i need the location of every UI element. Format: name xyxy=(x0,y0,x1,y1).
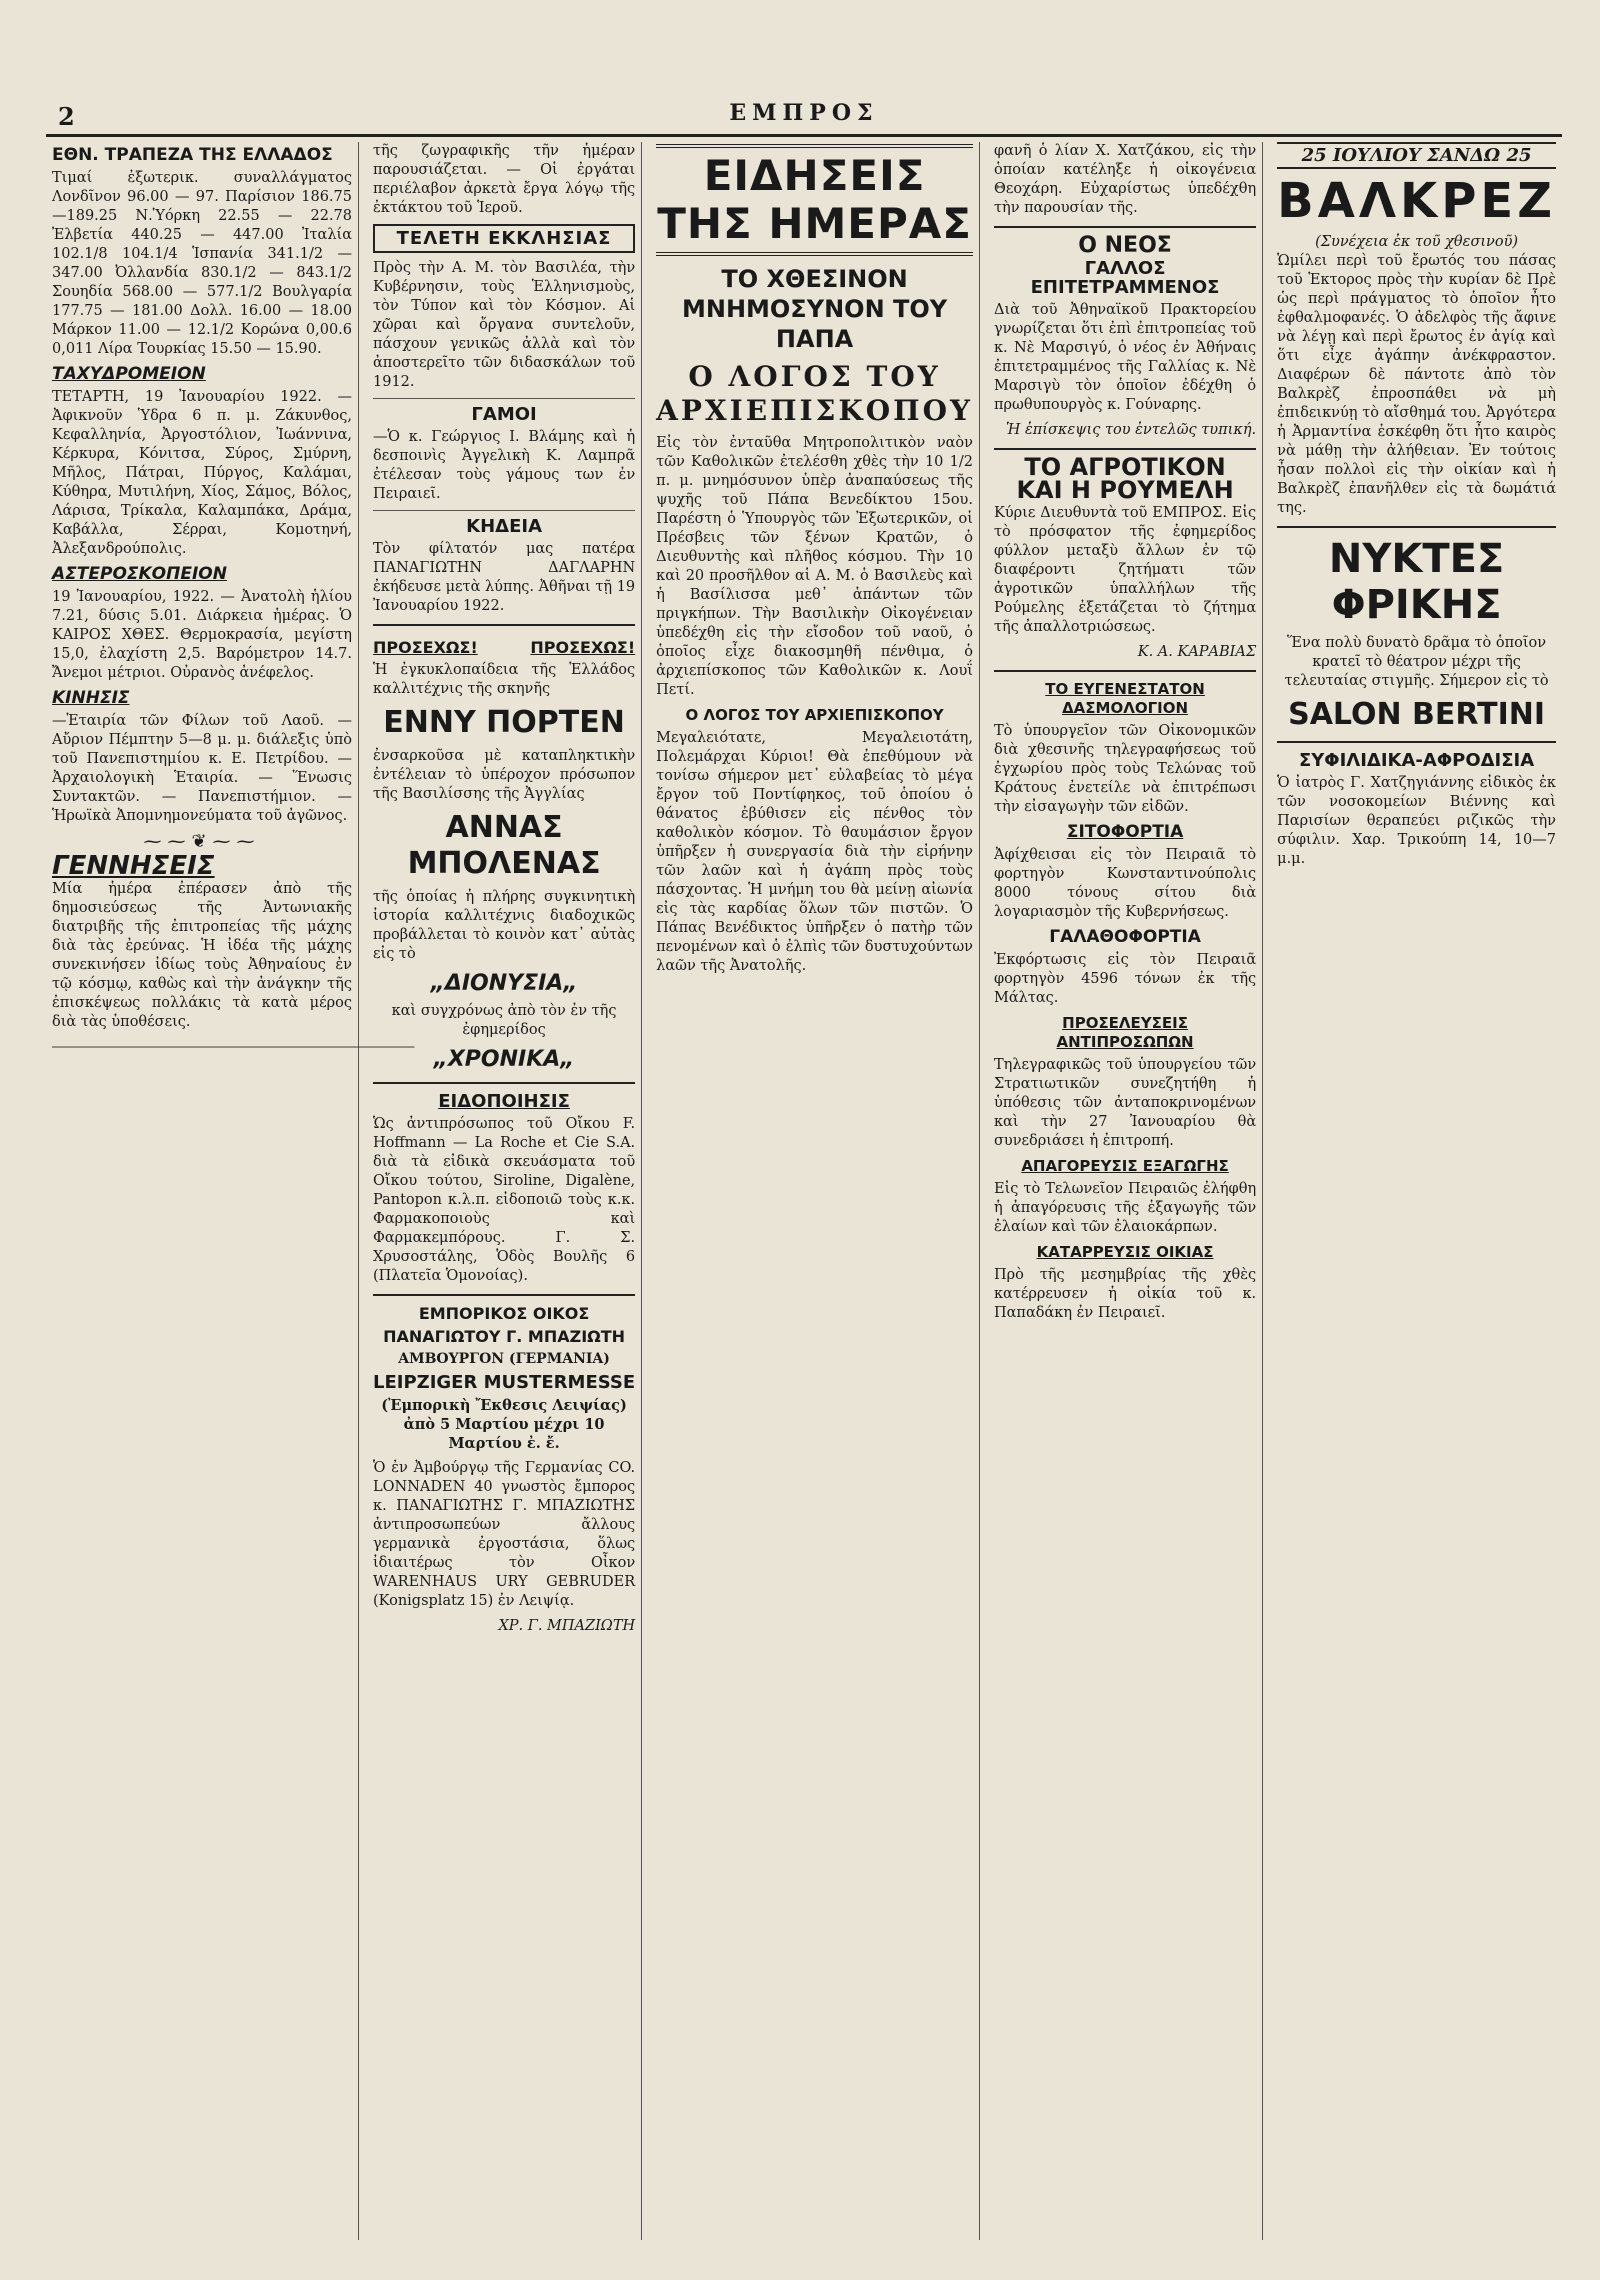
gallos-header: Ο ΝΕΟΣ xyxy=(1078,233,1172,258)
anna-text: τῆς ὁποίας ἡ πλήρης συγκινητικὴ ἱστορία καλλιτέχνις διαδοχικῶς προβάλλεται τὸ κοινὸν κατ᾽ αὐτὰς εἰς τὸ xyxy=(373,889,636,962)
kideia-text: Τὸν φίλτατόν μας πατέρα ΠΑΝΑΓΙΩΤΗΝ ΔΑΓΛΑΡΗΝ ἐκήδευσε μετὰ λύπης. Ἀθῆναι τῇ 19 Ἰανουαρίου 1922. xyxy=(373,541,636,614)
gamoi-header: ΓΑΜΟΙ xyxy=(471,404,537,425)
column-2 xyxy=(367,142,642,2240)
eidop-header: ΕΙΔΟΠΟΙΗΣΙΣ xyxy=(438,1091,570,1112)
gallos-sign: Ἡ ἐπίσκεψις του ἐντελῶς τυπική. xyxy=(1006,422,1257,438)
syfilis-text: Ὁ ἰατρὸς Γ. Χατζηγιάννης εἰδικὸς ἐκ τῶν νοσοκομείων Βιέννης καὶ Παρισίων θεραπεύει ριζικῶς τὴν σύφιλιν. Χαρ. Τρικούπη 14, 10—7 μ.μ. xyxy=(1277,775,1556,867)
galakto-text: Ἐκφόρτωσις εἰς τὸν Πειραιᾶ φορτηγὸν 4596 τόνων ἐκ τῆς Μάλτας. xyxy=(993,952,1257,1006)
enny-text: ἐνσαρκοῦσα μὲ καταπληκτικὴν ἐντέλειαν τὸ ὑπέροχον πρόσωπον τῆς Βασιλίσσης τῆς Ἀγγλίας xyxy=(373,748,636,802)
news-header: ΕΙΔΗΣΕΙΣ ΤΗΣ ΗΜΕΡΑΣ xyxy=(656,144,973,256)
post-header: ΤΑΧΥΔΡΟΜΕΙΟΝ xyxy=(52,364,206,384)
filler-text-1: ――――――――――――――――――――――――― xyxy=(52,1039,415,1055)
bank-header: ΕΘΝ. ΤΡΑΠΕΖΑ ΤΗΣ ΕΛΛΑΔΟΣ xyxy=(52,145,333,165)
resurrect-text: Τηλεγραφικῶς τοῦ ὑπουργείου τῶν Στρατιωτικῶν συνεζητήθη ἡ ὑπόθεσις τῶν ἀνταποκρινομένων καὶ τὴν 27 Ἰανουαρίου θὰ συνεδριάσει ἡ ἐπιτροπή. xyxy=(993,1057,1257,1149)
masthead xyxy=(46,100,1562,137)
dionysia: „ΔΙΟΝΥΣΙΑ„ xyxy=(430,971,578,996)
resurrect-header: ΠΡΟΣΕΛΕΥΣΕΙΣ ΑΝΤΙΠΡΟΣΩΠΩΝ xyxy=(1056,1014,1194,1051)
columns xyxy=(46,142,1562,2240)
sitoforta-text: Ἀφίχθεισαι εἰς τὸν Πειραιᾶ τὸ φορτηγὸν Κωνσταντινούπολις 8000 τόνους σίτου διὰ λογαριασμὸν τῆς Κυβερνήσεως. xyxy=(993,847,1257,920)
column-5 xyxy=(1271,142,1562,2240)
gennhseis-text: Μία ἡμέρα ἐπέρασεν ἀπὸ τῆς δημοσιεύσεως τῆς Ἀντωνιακῆς διατριβῆς τῆς ἐπιτροπείας τῆς μάχης διὰ τὰς ἐρεύνας. Ἡ ἰδέα τῆς μάχης συνεκινήσεν ἰδίως τοὺς Ἀθηναίους ἐν τῷ κόσμῳ, καθὼς καὶ τὴν ἀνάγκην τῆς ἐπισκέψεως πολλάκις τὰ κατὰ μέρος διὰ τὰς ὑποθέσεις. xyxy=(52,881,352,1030)
agrotikon-header-2: ΚΑΙ Η ΡΟΥΜΕΛΗ xyxy=(1016,476,1234,504)
galakto-header: ΓΑΛΑΘΟΦΟΡΤΙΑ xyxy=(1049,927,1201,947)
ekklisia-header: ΤΕΛΕΤΗ ΕΚΚΛΗΣΙΑΣ xyxy=(373,224,635,253)
speech-text: Μεγαλειότατε, Μεγαλειοτάτη, Πολεμάρχαι Κύριοι! Θὰ ἐπεθύμουν νὰ τονίσω σήμερον μετ᾽ εὐλαβείας τὸ μέγα ἔργον τοῦ Ποντίφηκος, τοῦ ὁποίου ὁ θάνατος ἐβύθισεν εἰς πένθος τὸν καθολικὸν κόσμον. Τὸ θαυμάσιον ἔργον ὑπῆρξεν ἡ συνεργασία διὰ τὴν εἰρήνην τῶν λαῶν καὶ ἡ ἀγάπη πρὸς τοὺς πάσχοντας. Ἡ μνήμη του θὰ μείνῃ αἰωνία εἰς τὰς καρδίας ὅλων τῶν πιστῶν. Ὁ Πάπας Βενέδικτος ὑπῆρξεν ὁ πατὴρ τῶν πενομένων καὶ ὁ ἐλπὶς τῶν δυστυχούντων λαῶν τῆς Ἀνατολῆς. xyxy=(656,730,973,974)
chronika: „ΧΡΟΝΙΚΑ„ xyxy=(433,1047,575,1072)
kiniseis-header: ΚΙΝΗΣΙΣ xyxy=(52,688,130,708)
article-text: Εἰς τὸν ἐνταῦθα Μητροπολιτικὸν ναὸν τῶν Καθολικῶν ἐτελέσθη χθὲς τὴν 10 1/2 π. μ. μνημόσυνον ὑπὲρ ἀναπαύσεως τῆς ψυχῆς τοῦ Πάπα Βενεδίκτου 15ου. Παρέστη ὁ Ὑπουργὸς τῶν Ἐξωτερικῶν, οἱ Πρέσβεις τῶν ξένων Κρατῶν, ὁ Διευθυντὴς καὶ πλῆθος κόσμου. Τὴν 10 καὶ 20 προσῆλθον αἱ Α. Μ. ὁ Βασιλεὺς καὶ ἡ Βασίλισσα μεθ᾽ ἁπάντων τῶν πριγκήπων. Τὴν Βασιλικὴν Οἰκογένειαν ὑπεδέχθη εἰς τὴν εἴσοδον τοῦ ναοῦ, ὁ ὁποῖος εἶχε διακοσμηθῆ πένθιμα, ὁ ἀρχιεπίσκοπος τῶν Καθολικῶν κ. Λουΐ Πετί. xyxy=(656,435,973,698)
feuilleton-date: 25 ΙΟΥΛΙΟΥ ΣΑΝΔΩ 25 xyxy=(1277,142,1556,169)
eidop-text: Ὡς ἀντιπρόσωπος τοῦ Οἴκου F. Hoffmann — La Roche et Cie S.A. διὰ τὰ εἰδικὰ σκευάσματα τοῦ Οἴκου τούτου, Siroline, Digalène, Pantopon κ.λ.π. εἰδοποιῶ τοὺς κ.κ. Φαρμακοποιοὺς καὶ Φαρμακεμπόρους. Γ. Σ. Χρυσοστάλης, Ὁδὸς Βουλῆς 6 (Πλατεῖα Ὁμονοίας). xyxy=(373,1116,636,1284)
story-text: Ὡμίλει περὶ τοῦ ἔρωτός του πάσας τοῦ Ἑκτορος πρὸς τὴν κυρίαν δὲ Πρὲ ὡς περὶ πράγματος τὸ ὁποῖον ἦτο ἐφθαλμοφανές. Ὁ ἀδελφὸς τῆς ἄφινε νὰ λέγῃ καὶ περὶ ἔρωτος ἐν ἁγίᾳ καὶ ὅτι εἶχε ἀγάπην ἀνέκφραστον. Διαφέρων δὲ πάντοτε ἀπὸ τὸν Βαλκρὲζ ἐπροσπάθει νὰ μὴ ἐπιδεικνύῃ τὸ αἴσθημά του. Ἀργότερα ἡ Ἀρμαντίνα ἐσκέφθη ὅτι ἦτο καιρὸς νὰ μάθῃ τὴν ἀλήθειαν. Ἐν τούτοις ἦσαν πολλοὶ εἰς τὴν οἰκίαν καὶ ἡ Βαλκρὲζ ἐπανῆλθεν εἰς τὰ δωμάτιά της. xyxy=(1277,253,1556,516)
gallos-text: Διὰ τοῦ Ἀθηναϊκοῦ Πρακτορείου γνωρίζεται ὅτι ἐπὶ ἐπιτροπείας τοῦ κ. Νὲ Μαρσιγύ, ὁ νέος ἐν Ἀθήναις ἐπιτετραμμένος τῆς Γαλλίας κ. Νὲ Μαρσιγὺ τὸν ὁποῖον ἐδέχθη ὁ πρωθυπουργὸς κ. Γούναρης. xyxy=(993,302,1257,413)
diplomat-text: Τὸ ὑπουργεῖον τῶν Οἰκονομικῶν διὰ χθεσινῆς τηλεγραφήσεως τοῦ ἐγχωρίου πρὸς τοὺς Τελώνας τοῦ Κράτους ἐνετείλε νὰ ἐπιτρέπωσι τὴν εἰσαγωγὴν τῶν εἰδῶν. xyxy=(993,723,1257,815)
anna-name: ΑΝΝΑΣ ΜΠΟΛΕΝΑΣ xyxy=(407,810,601,881)
syfilis-header: ΣΥΦΙΛΙΔΙΚΑ-ΑΦΡΟΔΙΣΙΑ xyxy=(1298,750,1535,771)
paper-name: ΕΜΠΡΟΣ xyxy=(729,100,879,126)
col4-intro-text: φανῆ ὁ λίαν Χ. Χατζάκου, εἰς τὴν ὁποίαν κατέληξε ἡ οἰκογένεια Θεοχάρη. Εὐχαρίστως ὑπεδέχθη τὴν παρουσίαν τῆς. xyxy=(993,143,1257,216)
gennhseis-header: ΓΕΝΝΗΣΕΙΣ xyxy=(52,851,215,881)
katedafisis-text: Πρὸ τῆς μεσημβρίας τῆς χθὲς κατέρρευσεν ἡ οἰκία τοῦ κ. Παπαδάκη ἐν Πειραιεῖ. xyxy=(993,1267,1257,1321)
proseksis-left: ΠΡΟΣΕΧΩΣ! xyxy=(373,638,478,657)
ad-text: Ἕνα πολὺ δυνατὸ δρᾶμα τὸ ὁποῖον κρατεῖ τὸ θέατρον μέχρι τῆς τελευταίας στιγμῆς. Σήμερον εἰς τὸ xyxy=(1284,635,1549,689)
proseksis-text: Ἡ ἐγκυκλοπαίδεια τῆς Ἑλλάδος καλλιτέχνις τῆς σκηνῆς xyxy=(373,662,636,697)
gamoi-text: —Ὁ κ. Γεώργιος Ι. Βλάμης καὶ ἡ δεσποινὶς Ἀγγελικὴ Κ. Λαμπρᾶ ἐτέλεσαν τοὺς γάμους των ἐν Πειραιεῖ. xyxy=(373,429,636,502)
salon-name: SALON BERTINI xyxy=(1288,697,1546,732)
feuilleton-title: ΒΑΛΚΡΕΖ xyxy=(1277,173,1556,229)
feuilleton-subtitle: (Συνέχεια ἐκ τοῦ χθεσινοῦ) xyxy=(1315,234,1519,250)
dionysia-sub: καὶ συγχρόνως ἀπὸ τὸν ἐν τῆς ἐφημερίδος xyxy=(391,1003,617,1038)
astro-text: 19 Ἰανουαρίου, 1922. — Ἀνατολὴ ἡλίου 7.21, δύσις 5.01. Διάρκεια ἡμέρας. Ὁ ΚΑΙΡΟΣ ΧΘΕΣ. Θερμοκρασία, μεγίστη 15,0, ἐλαχίστη 2,5. Βαρόμετρον 14.7. Ἄνεμοι μέτριοι. Οὐρανὸς ἀνέφελος. xyxy=(52,589,352,681)
house-header: ΕΜΠΟΡΙΚΟΣ ΟΙΚΟΣ xyxy=(418,1304,590,1323)
column-1 xyxy=(46,142,415,2240)
apagoreusi-header: ΑΠΑΓΟΡΕΥΣΙΣ ΕΞΑΓΩΓΗΣ xyxy=(1021,1157,1229,1175)
house-sign: ΧΡ. Γ. ΜΠΑΖΙΩΤΗ xyxy=(498,1618,636,1634)
proseksis-row xyxy=(373,634,635,661)
diplomat-header: ΤΟ ΕΥΓΕΝΕΣΤΑΤΟΝ ΔΑΣΜΟΛΟΓΙΟΝ xyxy=(1045,680,1205,717)
ekklisia-text: Πρὸς τὴν Α. Μ. τὸν Βασιλέα, τὴν Κυβέρνησιν, τοὺς Ἑλληνισμοὺς, τὸν Τύπον καὶ τὸν Κόσμον. Αἱ χῶραι καὶ ὄργανα συντελοῦν, πάσχουν γενικῶς ἀλλὰ καὶ τὸν ἀποστερεῖτο τῶν διδασκάλων τοῦ 1912. xyxy=(373,260,636,390)
agrotikon-sign: Κ. Α. ΚΑΡΑΒΙΑΣ xyxy=(1137,644,1257,660)
page-number: 2 xyxy=(58,102,75,131)
apagoreusi-text: Εἰς τὸ Τελωνεῖον Πειραιῶς ἐλήφθη ἡ ἀπαγόρευσις τῆς ἐξαγωγῆς τῶν ἐλαίων καὶ τῶν ἐλαιοκάρπων. xyxy=(993,1181,1257,1235)
sitoforta-header: ΣΙΤΟΦΟΡΤΙΑ xyxy=(1066,822,1184,842)
leipziger-sub: (Ἐμπορικὴ Ἔκθεσις Λειψίας) ἀπὸ 5 Μαρτίου μέχρι 10 Μαρτίου ἐ. ἔ. xyxy=(381,1397,627,1452)
column-4 xyxy=(988,142,1263,2240)
katedafisis-header: ΚΑΤΑΡΡΕΥΣΙΣ ΟΙΚΙΑΣ xyxy=(1036,1243,1214,1261)
house-city: ΑΜΒΟΥΡΓΟΝ (ΓΕΡΜΑΝΙΑ) xyxy=(398,1351,610,1367)
sub-header: Ο ΛΟΓΟΣ ΤΟΥ ΑΡΧΙΕΠΙΣΚΟΠΟΥ xyxy=(656,360,973,427)
col2-intro-text: τῆς ζωγραφικῆς τῆν ἡμέραν παρουσιάζεται. — Οἱ ἐργάται περιέλαβον ἀρκετὰ ἔργα λόγῳ τῆς ἐκτάκτου τοῦ Ἱεροῦ. xyxy=(373,143,636,216)
bank-text: Τιμαί ἐξωτερικ. συναλλάγματος Λονδῖνον 96.00 — 97. Παρίσιον 186.75 —189.25 Ν.Ὑόρκη 22.55 — 22.78 Ἐλβετία 440.25 — 447.00 Ἰταλία 102.1/8 104.1/4 Ἱσπανία 341.1/2 — 347.00 Ὀλλανδία 830.1/2 — 843.1/2 Σουηδία 568.00 — 577.1/2 Βουλγαρία 177.75 — 181.00 Δολλ. 16.00 — 18.00 Μάρκον 11.00 — 12.1/2 Κορώνα 0,00.6 0,011 Λίρα Τουρκίας 15.50 — 15.90. xyxy=(52,170,352,357)
gallos-header-2: ΓΑΛΛΟΣ ΕΠΙΤΕΤΡΑΜΜΕΝΟΣ xyxy=(1030,258,1220,298)
house-text: Ὁ ἐν Ἀμβούργῳ τῆς Γερμανίας CO. LONNADEN 40 γνωστὸς ἔμπορος κ. ΠΑΝΑΓΙΩΤΗΣ Γ. ΜΠΑΖΙΩΤΗΣ ἀντιπροσωπεύων ἄλλους γερμανικὰ ἐργοστάσια, ὅλως ἰδιαιτέρως τὸν Οἶκον WARENHAUS URY GEBRUDER (Konigsplatz 15) ἐν Λειψίᾳ. xyxy=(373,1460,636,1609)
agrotikon-text: Κύριε Διευθυντὰ τοῦ ΕΜΠΡΟΣ. Εἰς τὸ πρόσφατον τῆς ἐφημερίδος φύλλον μεταξὺ ἄλλων ἐν τῷ διαφέροντι ζητήματι τῶν ἀγροτικῶν ὑπαλλήλων τῆς Ρούμελης ἐξετάζεται τὸ ζήτημα τῆς ἀπαλλοτριώσεως. xyxy=(993,505,1257,635)
column-3 xyxy=(650,142,980,2240)
post-text: ΤΕΤΑΡΤΗ, 19 Ἰανουαρίου 1922. — Ἀφικνοῦν Ὑδρα 6 π. μ. Ζάκυνθος, Κεφαλληνία, Ἀργοστόλιον, Ἰωάννινα, Κέρκυρα, Κόνιτσα, Σύρος, Σμύρνη, Μῆλος, Πάτραι, Πύργος, Καλάμαι, Κύθηρα, Μυτιλήνη, Χίος, Σάμος, Βόλος, Λάρισα, Τρίκαλα, Καλαμπάκα, Δράμα, Καβάλλα, Σέρραι, Κομοτηνή, Ἀλεξανδρούπολις. xyxy=(52,389,352,557)
kiniseis-text: —Ἑταιρία τῶν Φίλων τοῦ Λαοῦ. — Αὔριον Πέμπτην 5—8 μ. μ. διάλεξις ὑπὸ τοῦ Πανεπιστημίου κ. Ε. Πετρίδου. — Ἀρχαιολογικὴ Ἑταιρία. — Ἕνωσις Συντακτῶν. — Πανεπιστήμιον. — Ἡρωϊκὰ Ἀπομνημονεύματα τοῦ ἀγῶνος. xyxy=(52,713,352,824)
speech-header: Ο ΛΟΓΟΣ ΤΟΥ ΑΡΧΙΕΠΙΣΚΟΠΟΥ xyxy=(685,706,944,724)
house-name: ΠΑΝΑΓΙΩΤΟΥ Γ. ΜΠΑΖΙΩΤΗ xyxy=(383,1327,626,1346)
divider-ornament: ⁓⁓❦⁓⁓ xyxy=(143,831,261,852)
agrotikon-header: ΤΟ ΑΓΡΟΤΙΚΟΝ xyxy=(1024,453,1226,481)
main-header: ΤΟ ΧΘΕΣΙΝΟΝ ΜΝΗΜΟΣΥΝΟΝ ΤΟΥ ΠΑΠΑ xyxy=(681,265,948,353)
ad-header: ΝΥΚΤΕΣ ΦΡΙΚΗΣ xyxy=(1328,536,1505,628)
kideia-header: ΚΗΔΕΙΑ xyxy=(466,516,543,537)
proseksis-right: ΠΡΟΣΕΧΩΣ! xyxy=(530,638,636,657)
enny-name: ΕΝΝΥ ΠΟΡΤΕΝ xyxy=(383,705,625,740)
leipziger: LEIPZIGER MUSTERMESSE xyxy=(373,1372,636,1393)
astro-header: ΑΣΤΕΡΟΣΚΟΠΕΙΟΝ xyxy=(52,564,227,584)
